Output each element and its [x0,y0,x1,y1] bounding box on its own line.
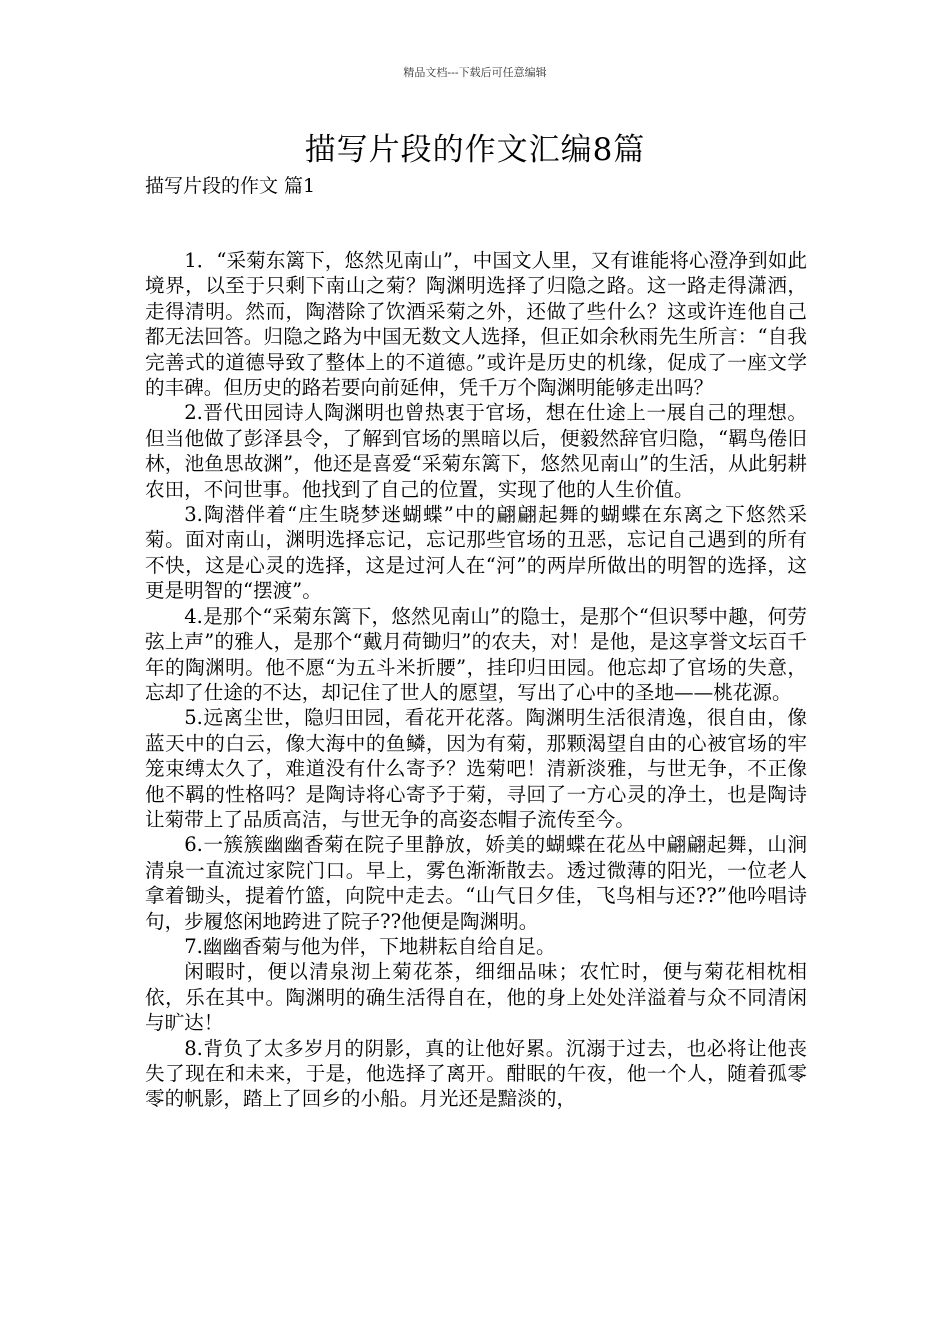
paragraph-7-continued: 闲暇时，便以清泉沏上菊花茶，细细品味；农忙时，便与菊花相枕相依，乐在其中。陶渊明的确生活得自在，他的身上处处洋溢着与众不同清闲与旷达！ [145,960,807,1035]
section-title: 描写片段的作文 篇1 [145,175,316,197]
document-body [145,248,807,1112]
paragraph-1: 1．“采菊东篱下，悠然见南山”，中国文人里，又有谁能将心澄净到如此境界，以至于只剩下南山之菊？陶渊明选择了归隐之路。这一路走得潇洒，走得清明。然而，陶潜除了饮酒采菊之外，还做了些什么？这或许连他自己都无法回答。归隐之路为中国无数文人选择，但正如余秋雨先生所言：“自我完善式的道德导致了整体上的不道德。”或许是历史的机缘，促成了一座文学的丰碑。但历史的路若要向前延伸，凭千万个陶渊明能够走出吗？ [145,249,807,400]
paragraph-6: 6.一簇簇幽幽香菊在院子里静放，娇美的蝴蝶在花丛中翩翩起舞，山涧清泉一直流过家院门口。早上，雾色渐渐散去。透过微薄的阳光，一位老人拿着锄头，提着竹篮，向院中走去。“山气日夕佳，飞鸟相与还??”他吟唱诗句，步履悠闲地跨进了院子??他便是陶渊明。 [145,833,807,933]
paragraph-4: 4.是那个“采菊东篱下，悠然见南山”的隐士，是那个“但识琴中趣，何劳弦上声”的雅人，是那个“戴月荷锄归”的农夫，对！是他，是这享誉文坛百千年的陶渊明。他不愿“为五斗米折腰”，挂印归田园。他忘却了官场的失意，忘却了仕途的不达，却记住了世人的愿望，写出了心中的圣地——桃花源。 [145,604,807,704]
paragraph-2: 2.晋代田园诗人陶渊明也曾热衷于官场，想在仕途上一展自己的理想。但当他做了彭泽县令，了解到官场的黑暗以后，便毅然辞官归隐，“羁鸟倦旧林，池鱼思故渊”，他还是喜爱“采菊东篱下，悠然见南山”的生活，从此躬耕农田，不问世事。他找到了自己的位置，实现了他的人生价值。 [145,401,807,501]
page-header-note: 精品文档---下载后可任意编辑 [403,66,547,79]
paragraph-8: 8.背负了太多岁月的阴影，真的让他好累。沉溺于过去，也必将让他丧失了现在和未来，于是，他选择了离开。酣眠的午夜，他一个人，随着孤零零的帆影，踏上了回乡的小船。月光还是黯淡的， [145,1036,807,1111]
paragraph-5: 5.远离尘世，隐归田园，看花开花落。陶渊明生活很清逸，很自由，像蓝天中的白云，像大海中的鱼鳞，因为有菊，那颗渴望自由的心被官场的牢笼束缚太久了，难道没有什么寄予？选菊吧！清新淡雅，与世无争，不正像他不羁的性格吗？是陶诗将心寄予于菊，寻回了一方心灵的净土，也是陶诗让菊带上了品质高洁，与世无争的高姿态帽子流传至今。 [145,706,807,831]
paragraph-3: 3.陶潜伴着“庄生晓梦迷蝴蝶”中的翩翩起舞的蝴蝶在东离之下悠然采菊。面对南山，渊明选择忘记，忘记那些官场的丑恶，忘记自己遇到的所有不快，这是心灵的选择，这是过河人在“河”的两岸所做出的明智的选择，这更是明智的“摆渡”。 [145,503,807,603]
paragraph-7: 7.幽幽香菊与他为伴，下地耕耘自给自足。 [184,934,556,958]
document-title: 描写片段的作文汇编8篇 [304,132,646,168]
